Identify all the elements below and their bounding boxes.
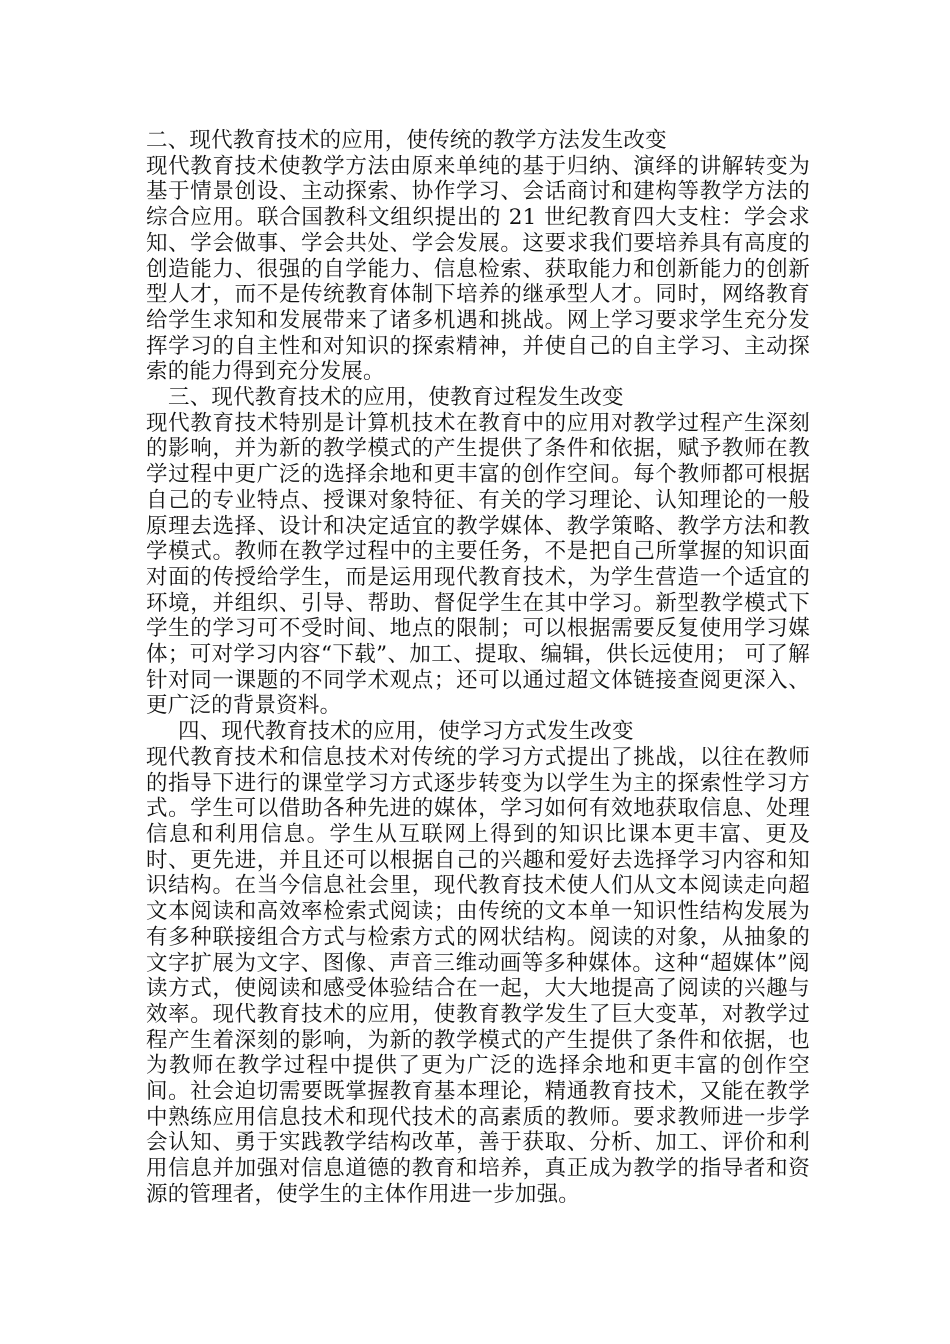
- section-paragraph-3: 现代教育技术特别是计算机技术在教育中的应用对教学过程产生深刻的影响，并为新的教学模式的产生提供了条件和依据，赋予教师在教学过程中更广泛的选择余地和更丰富的创作空间。每个教师都可根据自己的专业特点、授课对象特征、有关的学习理论、认知理论的一般原理去选择、设计和决定适宜的教学媒体、教学策略、教学方法和教学模式。教师在教学过程中的主要任务，不是把自己所掌握的知识面对面的传授给学生，而是运用现代教育技术，为学生营造一个适宜的环境，并组织、引导、帮助、督促学生在其中学习。新型教学模式下学生的学习可不受时间、地点的限制；可以根据需要反复使用学习媒体；可对学习内容“下载”、加工、提取、编辑，供长远使用； 可了解针对同一课题的不同学术观点；还可以通过超文体链接查阅更深入、更广泛的背景资料。: [146, 410, 810, 719]
- section-heading-4: 四、现代教育技术的应用，使学习方式发生改变: [178, 719, 634, 745]
- document-body: [146, 128, 810, 1208]
- section-paragraph-4: 现代教育技术和信息技术对传统的学习方式提出了挑战，以往在教师的指导下进行的课堂学习方式逐步转变为以学生为主的探索性学习方式。学生可以借助各种先进的媒体，学习如何有效地获取信息、处理信息和利用信息。学生从互联网上得到的知识比课本更丰富、更及时、更先进，并且还可以根据自己的兴趣和爱好去选择学习内容和知识结构。在当今信息社会里，现代教育技术使人们从文本阅读走向超文本阅读和高效率检索式阅读；由传统的文本单一知识性结构发展为有多种联接组合方式与检索方式的网状结构。阅读的对象，从抽象的文字扩展为文字、图像、声音三维动画等多种媒体。这种“超媒体”阅读方式，使阅读和感受体验结合在一起，大大地提高了阅读的兴趣与效率。现代教育技术的应用，使教育教学发生了巨大变革，对教学过程产生着深刻的影响，为新的教学模式的产生提供了条件和依据，也为教师在教学过程中提供了更为广泛的选择余地和更丰富的创作空间。社会迫切需要既掌握教育基本理论，精通教育技术，又能在教学中熟练应用信息技术和现代技术的高素质的教师。要求教师进一步学会认知、勇于实践教学结构改革，善于获取、分析、加工、评价和利用信息并加强对信息道德的教育和培养，真正成为教学的指导者和资源的管理者，使学生的主体作用进一步加强。: [146, 744, 810, 1207]
- section-heading-3: 三、现代教育技术的应用，使教育过程发生改变: [168, 385, 624, 411]
- section-paragraph-2: 现代教育技术使教学方法由原来单纯的基于归纳、演绎的讲解转变为基于情景创设、主动探索、协作学习、会话商讨和建构等教学方法的综合应用。联合国教科文组织提出的 21 世纪教育四大支柱：学会求知、学会做事、学会共处、学会发展。这要求我们要培养具有高度的创造能力、很强的自学能力、信息检索、获取能力和创新能力的创新型人才，而不是传统教育体制下培养的继承型人才。同时，网络教育给学生求知和发展带来了诸多机遇和挑战。网上学习要求学生充分发挥学习的自主性和对知识的探索精神，并使自己的自主学习、主动探索的能力得到充分发展。: [146, 153, 810, 385]
- section-heading-2: 二、现代教育技术的应用，使传统的教学方法发生改变: [146, 128, 667, 153]
